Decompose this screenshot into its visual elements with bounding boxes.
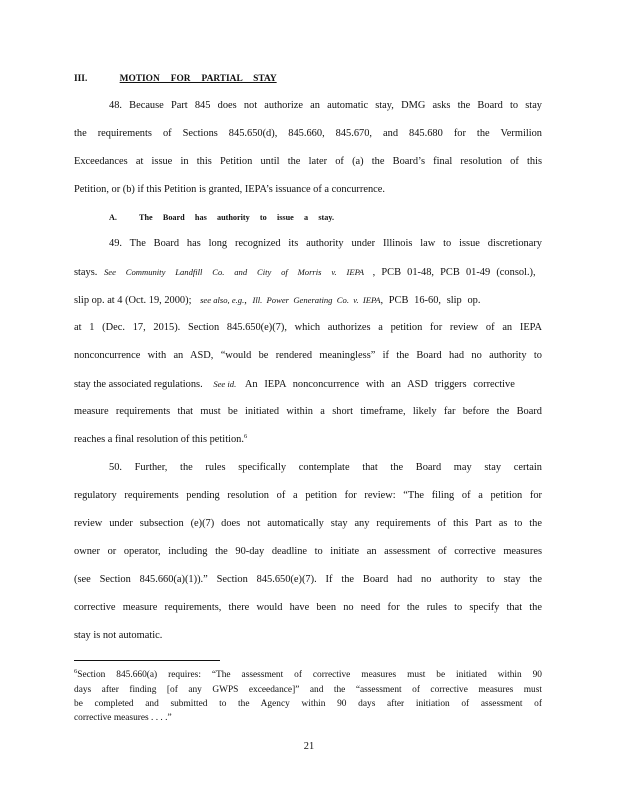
para49-line2-end: , PCB 01-48, PCB 01-49 (consol.), bbox=[372, 267, 536, 278]
para49-line5: nonconcurrence with an ASD, “would be rendered meaningless” if the Board had no authority to bbox=[74, 350, 542, 361]
section-title: MOTION FOR PARTIAL STAY bbox=[119, 74, 277, 84]
footnote-divider bbox=[74, 660, 220, 661]
para49-line3-text: slip op. at 4 (Oct. 19, 2000); bbox=[74, 295, 192, 306]
para49-line3 bbox=[74, 294, 542, 307]
para50-line6: corrective measure requirements, there would have been no need for the rules to specify that the bbox=[74, 602, 542, 613]
footnote-line3: be completed and submitted to the Agency within 90 days after initiation of assessment of bbox=[74, 699, 542, 709]
para49-line4: at 1 (Dec. 17, 2015). Section 845.650(e)(7), which authorizes a petition for review of an IEPA bbox=[74, 322, 542, 333]
para48-line4: Petition, or (b) if this Petition is granted, IEPA’s issuance of a concurrence. bbox=[74, 184, 385, 195]
citation-ill-power: Ill. Power Generating Co. v. IEPA bbox=[252, 295, 381, 305]
citation-see-id: See id. bbox=[213, 379, 237, 389]
para50-line2: regulatory requirements pending resolution of a petition for review: “The filing of a petition for bbox=[74, 490, 542, 501]
para50-line4: owner or operator, including the 90-day deadline to initiate an assessment of corrective measures bbox=[74, 546, 542, 557]
para49-line1: 49. The Board has long recognized its authority under Illinois law to issue discretionary bbox=[109, 238, 542, 249]
section-number: III. bbox=[74, 74, 88, 84]
para50-line3: review under subsection (e)(7) does not automatically stay any requirements of this Part as to the bbox=[74, 518, 542, 529]
subheading-letter: A. bbox=[109, 213, 117, 222]
section-heading bbox=[74, 73, 277, 85]
subheading-a bbox=[109, 212, 334, 224]
footnote-ref-6[interactable]: 6 bbox=[243, 433, 248, 440]
para48-line3: Exceedances at issue in this Petition until the later of (a) the Board’s final resolution of this bbox=[74, 156, 542, 167]
para49-line6-text: stay the associated regulations. bbox=[74, 379, 203, 390]
footnote-number: 6 bbox=[74, 668, 78, 675]
para49-line3-end: , PCB 16-60, slip op. bbox=[380, 295, 481, 306]
para48-line1: 48. Because Part 845 does not authorize an automatic stay, DMG asks the Board to stay bbox=[109, 100, 542, 111]
footnote-line1 bbox=[74, 670, 542, 681]
para48-line2: the requirements of Sections 845.650(d), 845.660, 845.670, and 845.680 for the Vermilion bbox=[74, 128, 542, 139]
para49-line6 bbox=[74, 378, 542, 391]
para49-line7: measure requirements that must be initiated within a short timeframe, likely far before the Board bbox=[74, 406, 542, 417]
citation-see-also: see also, e.g. bbox=[200, 295, 245, 305]
para49-line2 bbox=[74, 266, 542, 279]
para49-line8 bbox=[74, 434, 247, 446]
citation-community-landfill: See Community Landfill Co. and City of Morris v. IEPA bbox=[104, 267, 364, 277]
para49-line8-text: reaches a final resolution of this petition. bbox=[74, 434, 244, 445]
para50-line5: (see Section 845.660(a)(1)).” Section 845.650(e)(7). If the Board had no authority to stay the bbox=[74, 574, 542, 585]
page-number: 21 bbox=[303, 741, 315, 752]
comma: , bbox=[244, 295, 247, 306]
para50-line1: 50. Further, the rules specifically contemplate that the Board may stay certain bbox=[109, 462, 542, 473]
para50-line7: stay is not automatic. bbox=[74, 630, 163, 641]
footnote-line1-text: Section 845.660(a) requires: “The assessment of corrective measures must be initiated within 90 bbox=[77, 670, 542, 680]
footnote-line2: days after finding [of any GWPS exceedance]” and the “assessment of corrective measures must bbox=[74, 685, 542, 695]
para49-line6-end: An IEPA nonconcurrence with an ASD triggers corrective bbox=[244, 379, 515, 390]
subheading-title: The Board has authority to issue a stay. bbox=[139, 213, 335, 222]
footnote-line4: corrective measures . . . .” bbox=[74, 713, 172, 723]
para49-line2-text: stays. bbox=[74, 267, 98, 278]
